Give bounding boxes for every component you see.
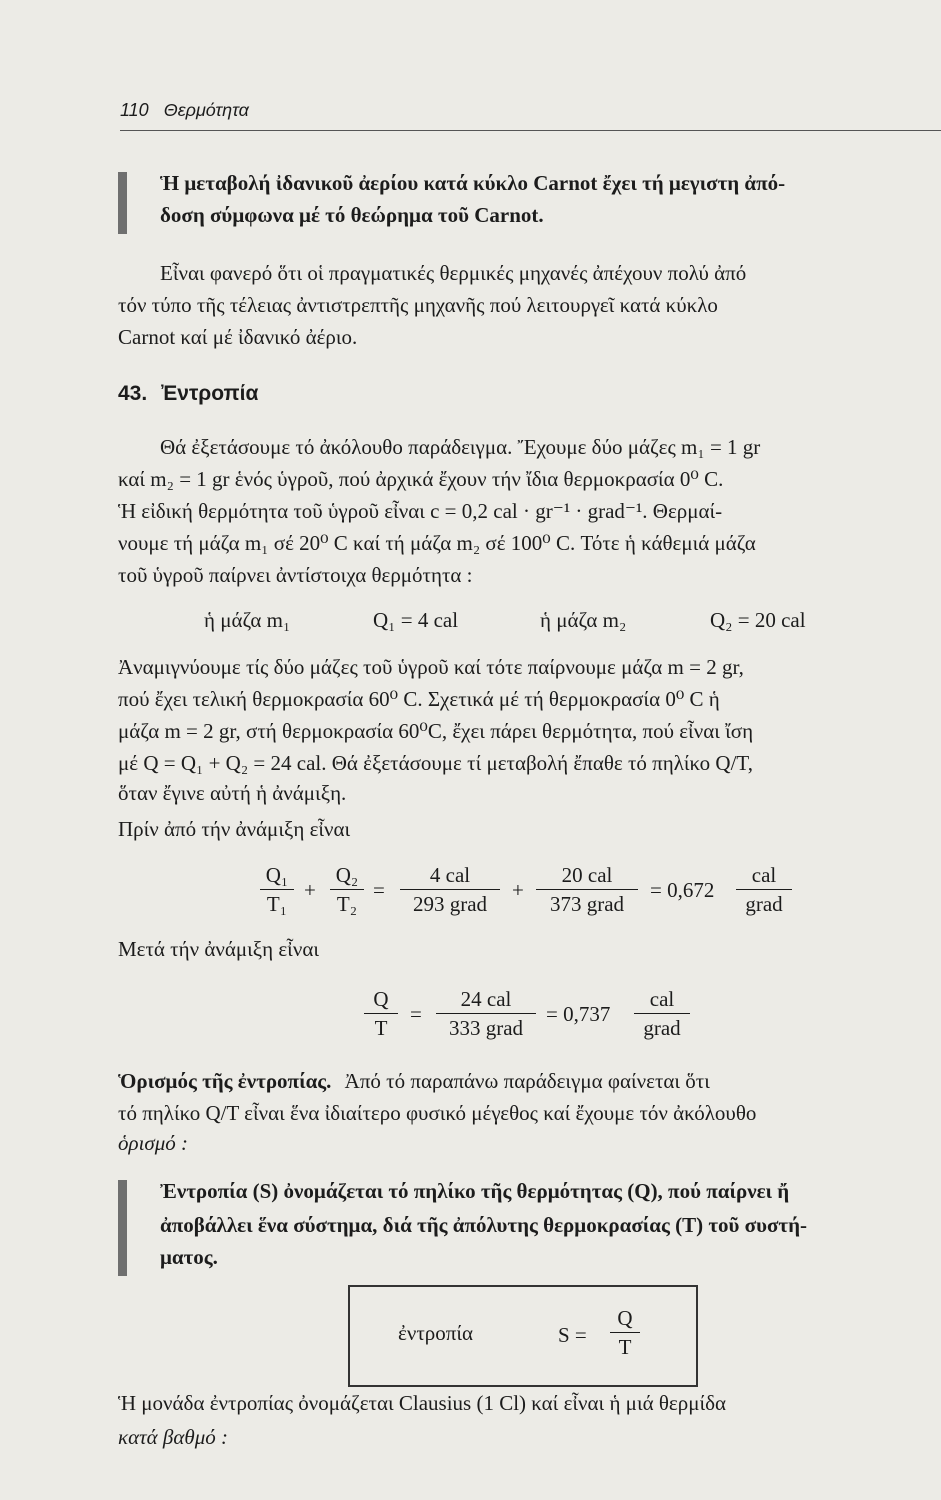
- para2-line-3: Ἡ εἰδική θερμότητα τοῦ ὑγροῦ εἶναι c = 0,2 cal · gr⁻¹ · grad⁻¹. Θερμαί-: [118, 499, 723, 523]
- unit-line-1: Ἡ μονάδα ἐντροπίας ὀνομάζεται Clausius (1 Cl) καί εἶναι ἡ μιά θερμίδα: [118, 1391, 727, 1415]
- before-mixing-label: Πρίν ἀπό τήν ἀνάμιξη εἶναι: [118, 817, 351, 841]
- section-heading: [118, 382, 272, 406]
- entropy-def-line-3: ματος.: [160, 1245, 218, 1269]
- page-number: 110: [120, 100, 149, 120]
- definition-marker-bar: [118, 1180, 127, 1276]
- section-title: Ἐντροπία: [161, 382, 259, 405]
- para3-line-1: Ἀναμιγνύουμε τίς δύο μάζες τοῦ ὑγροῦ καί τότε παίρνουμε μάζα m = 2 gr,: [118, 655, 744, 679]
- eq1-q2: Q₂: [335, 863, 359, 887]
- eq1-equals: =: [373, 878, 385, 902]
- eq1-unit-cal: cal: [751, 863, 777, 887]
- eq1-plus-2: +: [512, 878, 524, 902]
- entropy-formula-box: [348, 1285, 698, 1387]
- eq1-plus: +: [304, 878, 316, 902]
- eq1-t2: T₂: [336, 892, 358, 916]
- eq1-20cal: 20 cal: [561, 863, 613, 887]
- definition-bold-lead: Ὁρισμός τῆς ἐντροπίας.: [118, 1069, 332, 1093]
- para2-line-2: καί m₂ = 1 gr ἑνός ὑγροῦ, πού ἀρχικά ἔχουν τήν ἴδια θερμοκρασία 0⁰ C.: [118, 467, 724, 491]
- eq1-result: = 0,672: [650, 878, 715, 902]
- para1-line-1: Εἶναι φανερό ὅτι οἱ πραγματικές θερμικές μηχανές ἀπέχουν πολύ ἀπό: [160, 261, 747, 285]
- header-rule: [120, 130, 941, 131]
- running-title: Θερμότητα: [163, 100, 249, 120]
- definition-line-2: τό πηλίκο Q/T εἶναι ἕνα ἰδιαίτερο φυσικό μέγεθος καί ἔχουμε τόν ἀκόλουθο: [118, 1101, 757, 1125]
- para2-line-4: νουμε τή μάζα m₁ σέ 20⁰ C καί τή μάζα m₂ σέ 100⁰ C. Τότε ἡ κάθεμιά μάζα: [118, 531, 756, 555]
- heat-q2: Q₂ = 20 cal: [710, 608, 806, 632]
- heat-m1-label: ἡ μάζα m₁: [204, 608, 291, 632]
- para3-line-3: μάζα m = 2 gr, στή θερμοκρασία 60⁰C, ἔχει πάρει θερμότητα, πού εἶναι ἴση: [118, 719, 754, 743]
- para2-line-5: τοῦ ὑγροῦ παίρνει ἀντίστοιχα θερμότητα :: [118, 563, 473, 587]
- eq2-24cal: 24 cal: [460, 987, 512, 1011]
- definition-line-1-rest: Ἀπό τό παραπάνω παράδειγμα φαίνεται ὅτι: [344, 1069, 710, 1093]
- eq1-4cal: 4 cal: [429, 863, 471, 887]
- eq1-t1: T₁: [266, 892, 288, 916]
- para1-line-3: Carnot καί μέ ἰδανικό ἀέριο.: [118, 325, 358, 349]
- eq2-333grad: 333 grad: [448, 1016, 524, 1040]
- para3-line-5: ὅταν ἔγινε αὐτή ἡ ἀνάμιξη.: [118, 781, 347, 805]
- definition-line-3: ὁρισμό :: [118, 1131, 189, 1155]
- para3-line-4: μέ Q = Q₁ + Q₂ = 24 cal. Θά ἐξετάσουμε τί μεταβολή ἔπαθε τό πηλίκο Q/T,: [118, 751, 753, 775]
- formula-label: ἐντροπία: [398, 1321, 473, 1345]
- eq1-293grad: 293 grad: [412, 892, 488, 916]
- theorem-line-1: Ἡ μεταβολή ἰδανικοῦ ἀερίου κατά κύκλο Carnot ἔχει τή μεγιστη ἀπό-: [160, 171, 786, 195]
- theorem-marker-bar: [118, 172, 127, 234]
- eq2-q: Q: [373, 987, 389, 1011]
- eq1-q1: Q₁: [265, 863, 289, 887]
- formula-lhs: S =: [558, 1323, 587, 1347]
- eq2-unit-grad: grad: [643, 1016, 681, 1040]
- unit-line-2: κατά βαθμό :: [118, 1425, 228, 1449]
- para3-line-2: πού ἔχει τελική θερμοκρασία 60⁰ C. Σχετικά μέ τή θερμοκρασία 0⁰ C ἡ: [118, 687, 720, 711]
- eq2-unit-cal: cal: [649, 987, 675, 1011]
- heat-m2-label: ἡ μάζα m₂: [540, 608, 627, 632]
- eq2-equals: =: [410, 1002, 422, 1026]
- eq1-373grad: 373 grad: [549, 892, 625, 916]
- entropy-def-line-2: ἀποβάλλει ἕνα σύστημα, διά τῆς ἀπόλυτης θερμοκρασίας (T) τοῦ συστή-: [160, 1213, 808, 1237]
- definition-line-1: [118, 1066, 710, 1096]
- eq2-result: = 0,737: [546, 1002, 611, 1026]
- formula-t: T: [618, 1335, 632, 1359]
- para2-line-1: Θά ἐξετάσουμε τό ἀκόλουθο παράδειγμα. Ἔχουμε δύο μάζες m₁ = 1 gr: [160, 435, 761, 459]
- entropy-def-line-1: Ἐντροπία (S) ὀνομάζεται τό πηλίκο τῆς θερμότητας (Q), πού παίρνει ἤ: [160, 1179, 790, 1203]
- theorem-line-2: δοση σύμφωνα μέ τό θεώρημα τοῦ Carnot.: [160, 203, 544, 227]
- heat-q1: Q₁ = 4 cal: [373, 608, 459, 632]
- eq1-unit-grad: grad: [745, 892, 783, 916]
- page-header: [120, 100, 920, 128]
- section-number: 43.: [118, 382, 148, 405]
- after-mixing-label: Μετά τήν ἀνάμιξη εἶναι: [118, 937, 319, 961]
- para1-line-2: τόν τύπο τῆς τέλειας ἀντιστρεπτῆς μηχανῆς πού λειτουργεῖ κατά κύκλο: [118, 293, 718, 317]
- eq2-t: T: [374, 1016, 388, 1040]
- formula-q: Q: [617, 1306, 633, 1330]
